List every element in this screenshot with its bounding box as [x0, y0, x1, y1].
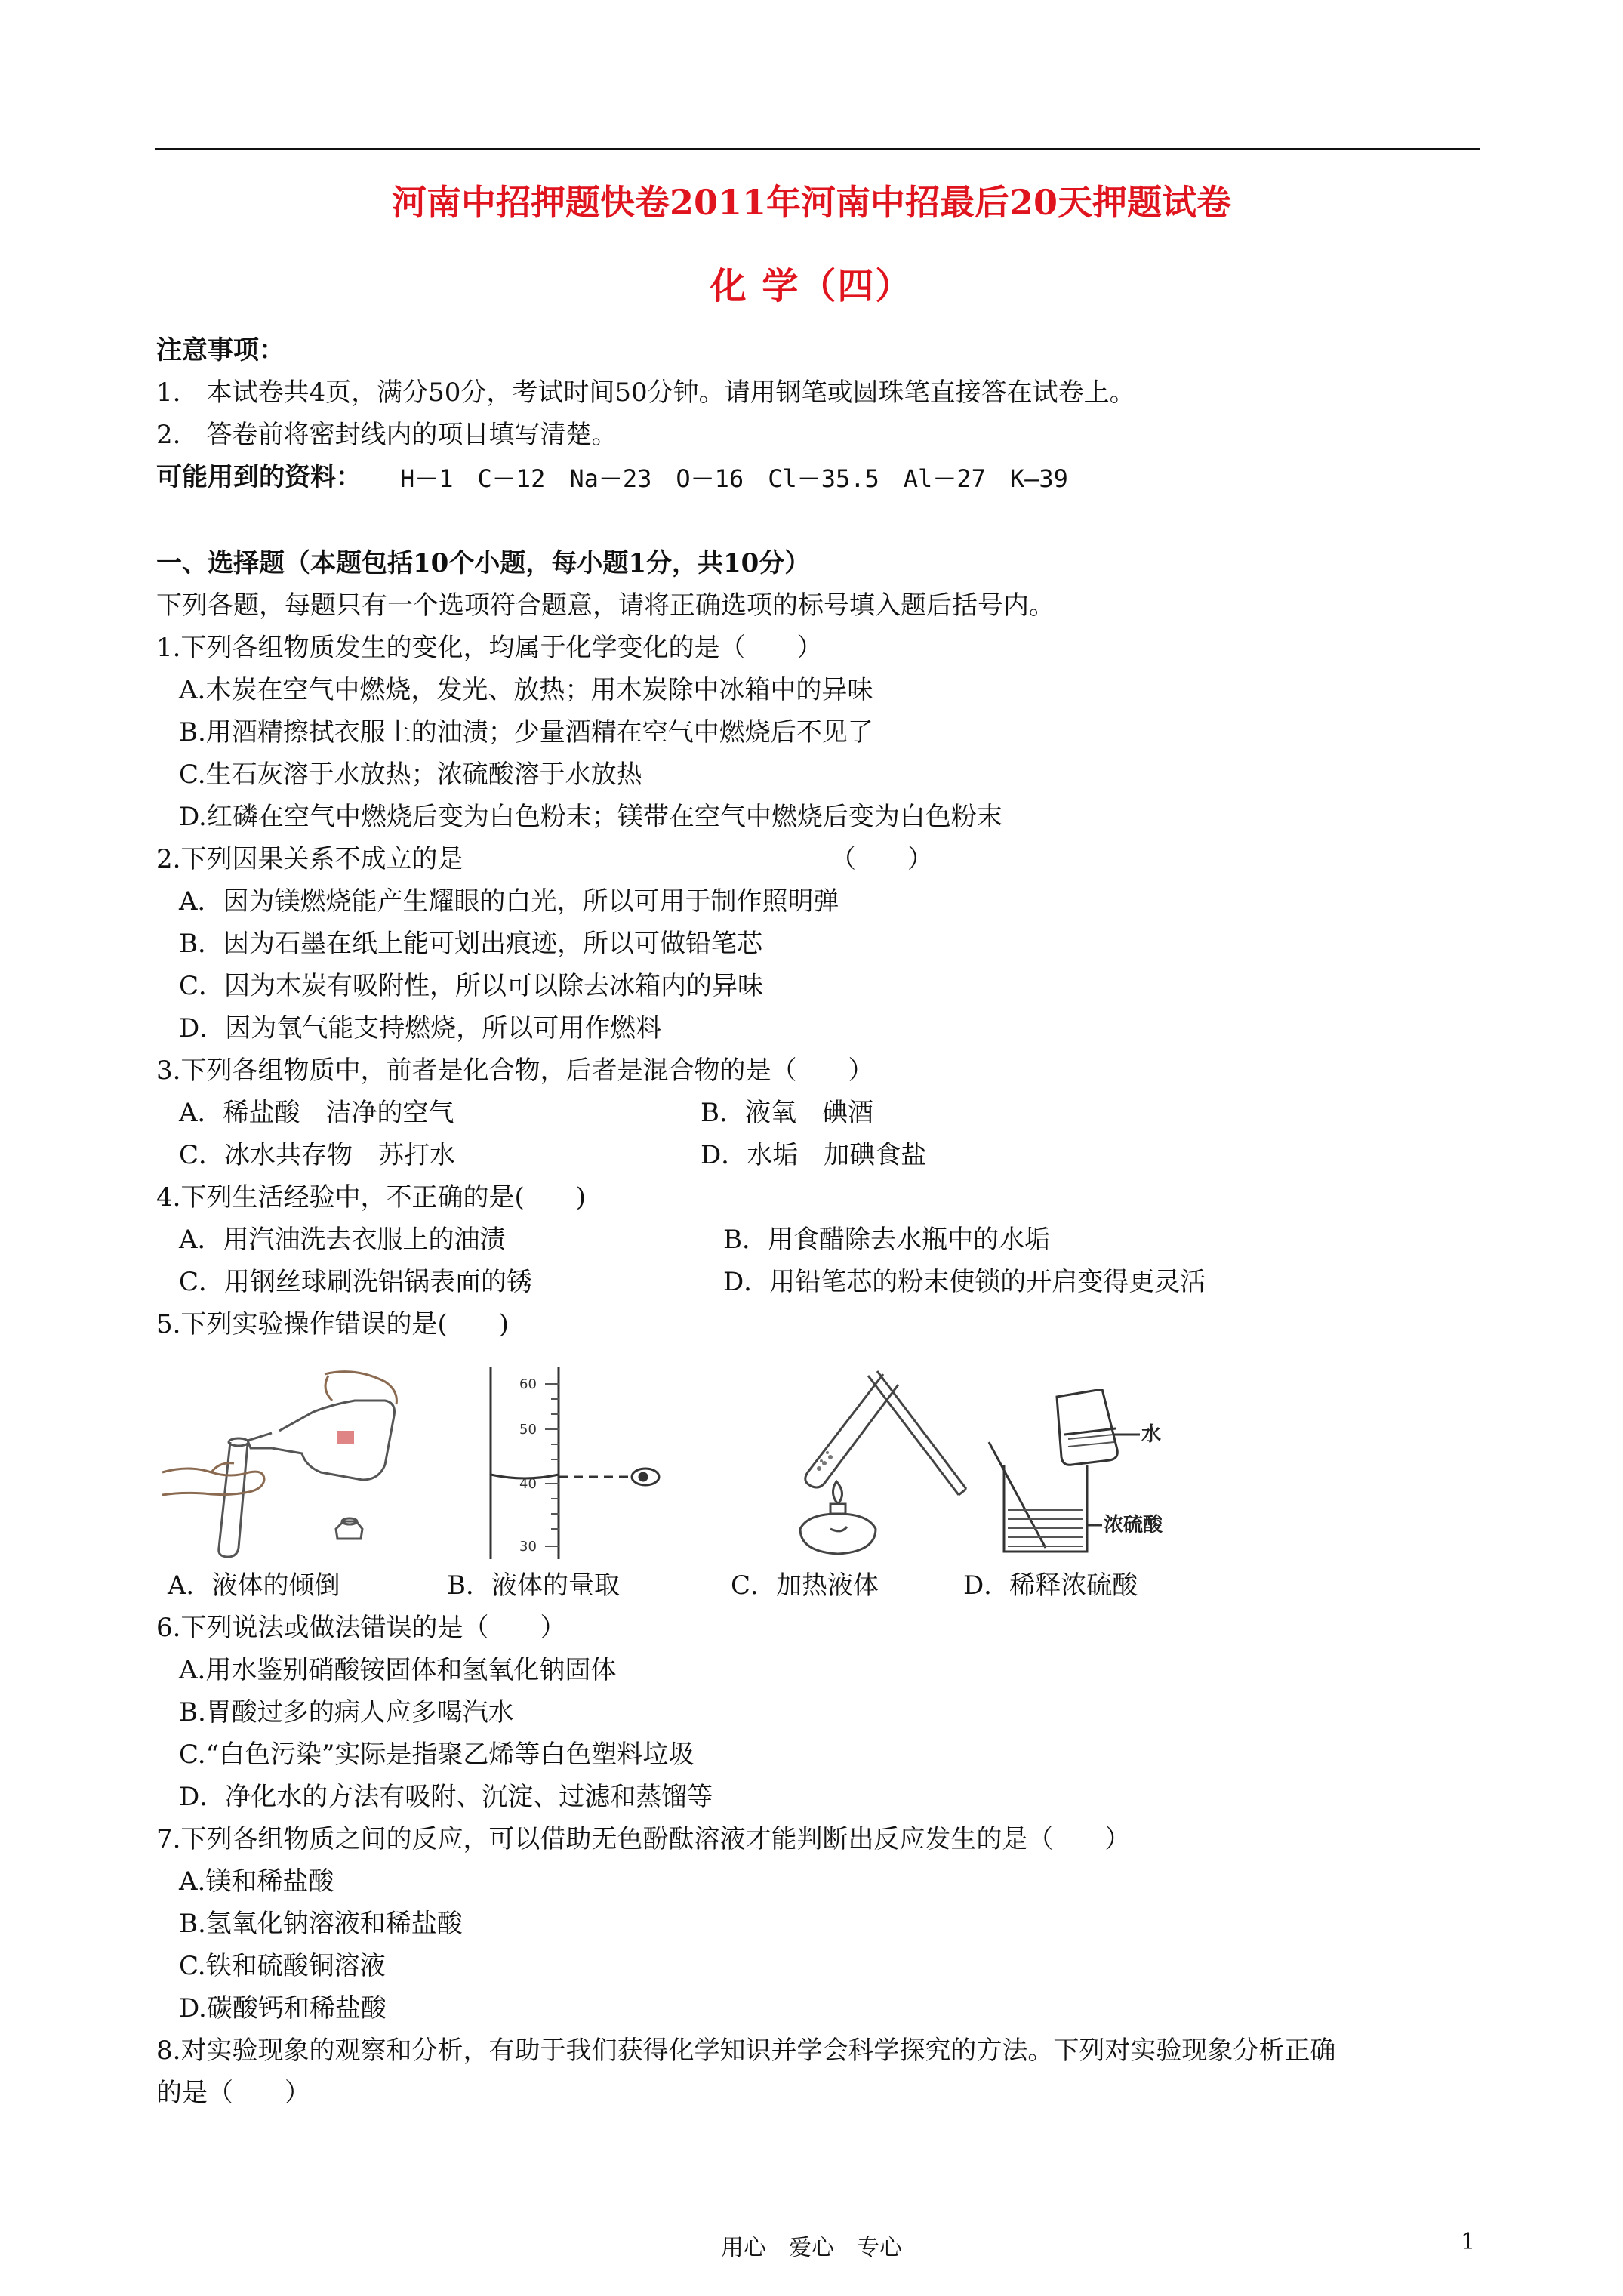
q6-stem: 6.下列说法或做法错误的是（ ） [156, 1613, 566, 1643]
cylinder-tick-30: 30 [519, 1539, 537, 1555]
notice-item-2: 2. 答卷前将密封线内的项目填写清楚。 [156, 420, 617, 450]
q2-option-d: D．因为氧气能支持燃烧，所以可用作燃料 [179, 1013, 662, 1043]
cylinder-tick-40: 40 [519, 1476, 537, 1492]
cylinder-tick-50: 50 [519, 1422, 537, 1438]
q3-option-b: B．液氧 碘酒 [701, 1098, 873, 1128]
q4-option-d: D．用铅笔芯的粉末使锁的开启变得更灵活 [723, 1267, 1206, 1297]
q5-option-a: A．液体的倾倒 [168, 1570, 340, 1601]
q2-option-b: B．因为石墨在纸上能可划出痕迹，所以可做铅笔芯 [179, 929, 762, 959]
figure-cylinder-reading [468, 1363, 679, 1563]
q2-bracket: （ ） [830, 844, 933, 874]
section-instruction: 下列各题，每题只有一个选项符合题意，请将正确选项的标号填入题后括号内。 [156, 590, 1055, 621]
q1-option-d: D.红磷在空气中燃烧后变为白色粉末；镁带在空气中燃烧后变为白色粉末 [179, 802, 1002, 832]
q3-option-a: A．稀盐酸 洁净的空气 [179, 1098, 454, 1128]
q7-option-b: B.氢氧化钠溶液和稀盐酸 [179, 1909, 463, 1939]
q4-option-c: C．用钢丝球刷洗铝锅表面的锈 [179, 1267, 533, 1297]
q1-option-a: A.木炭在空气中燃烧，发光、放热；用木炭除中冰箱中的异味 [179, 675, 873, 705]
page-title: 河南中招押题快卷2011年河南中招最后20天押题试卷 [391, 182, 1232, 223]
q7-option-d: D.碳酸钙和稀盐酸 [179, 1993, 387, 2023]
q7-option-a: A.镁和稀盐酸 [179, 1866, 334, 1897]
footer-motto: 用心 爱心 专心 [721, 2235, 902, 2261]
q2-option-c: C．因为木炭有吸附性，所以可以除去冰箱内的异味 [179, 971, 764, 1001]
q1-option-c: C.生石灰溶于水放热；浓硫酸溶于水放热 [179, 760, 642, 790]
page-subtitle: 化 学（四） [710, 265, 913, 307]
label-conc-acid: 浓硫酸 [1104, 1514, 1163, 1536]
figure-diluting-acid [974, 1389, 1223, 1559]
figure-pouring-liquid [159, 1359, 400, 1563]
q6-option-c: C.“白色污染”实际是指聚乙烯等白色塑料垃圾 [179, 1740, 694, 1770]
figure-heating-liquid [778, 1359, 981, 1563]
q7-option-c: C.铁和硫酸铜溶液 [179, 1951, 386, 1981]
q5-option-d: D．稀释浓硫酸 [963, 1570, 1138, 1601]
q3-stem: 3.下列各组物质中，前者是化合物，后者是混合物的是（ ） [156, 1056, 874, 1086]
q4-option-a: A．用汽油洗去衣服上的油渍 [179, 1225, 506, 1255]
q1-stem: 1.下列各组物质发生的变化，均属于化学变化的是（ ） [156, 633, 823, 663]
resources-values: H－1 C－12 Na－23 O－16 Cl－35.5 Al－27 K—39 [400, 464, 1068, 493]
notice-item-1: 1. 本试卷共4页，满分50分，考试时间50分钟。请用钢笔或圆珠笔直接答在试卷上。 [156, 378, 1135, 408]
q3-option-d: D．水垢 加碘食盐 [701, 1140, 927, 1170]
q5-stem: 5.下列实验操作错误的是( ) [156, 1309, 509, 1339]
section-heading: 一、选择题（本题包括10个小题，每小题1分，共10分） [156, 548, 811, 578]
q6-option-a: A.用水鉴别硝酸铵固体和氢氧化钠固体 [179, 1655, 617, 1685]
q5-option-b: B．液体的量取 [447, 1570, 620, 1601]
cylinder-tick-60: 60 [519, 1376, 537, 1392]
q1-option-b: B.用酒精擦拭衣服上的油渍；少量酒精在空气中燃烧后不见了 [179, 717, 873, 747]
q4-stem: 4.下列生活经验中，不正确的是( ) [156, 1182, 586, 1213]
q7-stem: 7.下列各组物质之间的反应，可以借助无色酚酞溶液才能判断出反应发生的是（ ） [156, 1824, 1131, 1854]
q2-option-a: A．因为镁燃烧能产生耀眼的白光，所以可用于制作照明弹 [179, 886, 839, 917]
label-water: 水 [1141, 1423, 1162, 1446]
q5-option-c: C．加热液体 [731, 1570, 879, 1601]
q8-stem-line1: 8.对实验现象的观察和分析，有助于我们获得化学知识并学会科学探究的方法。下列对实验现象分析正确 [156, 2036, 1336, 2066]
q8-stem-line2: 的是（ ） [156, 2078, 310, 2108]
q6-option-d: D．净化水的方法有吸附、沉淀、过滤和蒸馏等 [179, 1782, 713, 1812]
q2-stem: 2.下列因果关系不成立的是 [156, 844, 463, 874]
q6-option-b: B.胃酸过多的病人应多喝汽水 [179, 1697, 514, 1727]
q3-option-c: C．冰水共存物 苏打水 [179, 1140, 456, 1170]
q4-option-b: B．用食醋除去水瓶中的水垢 [723, 1225, 1050, 1255]
page-number: 1 [1461, 2229, 1476, 2255]
header-rule [155, 148, 1480, 150]
resources-label: 可能用到的资料： [156, 462, 362, 492]
notice-heading: 注意事项： [156, 335, 285, 365]
